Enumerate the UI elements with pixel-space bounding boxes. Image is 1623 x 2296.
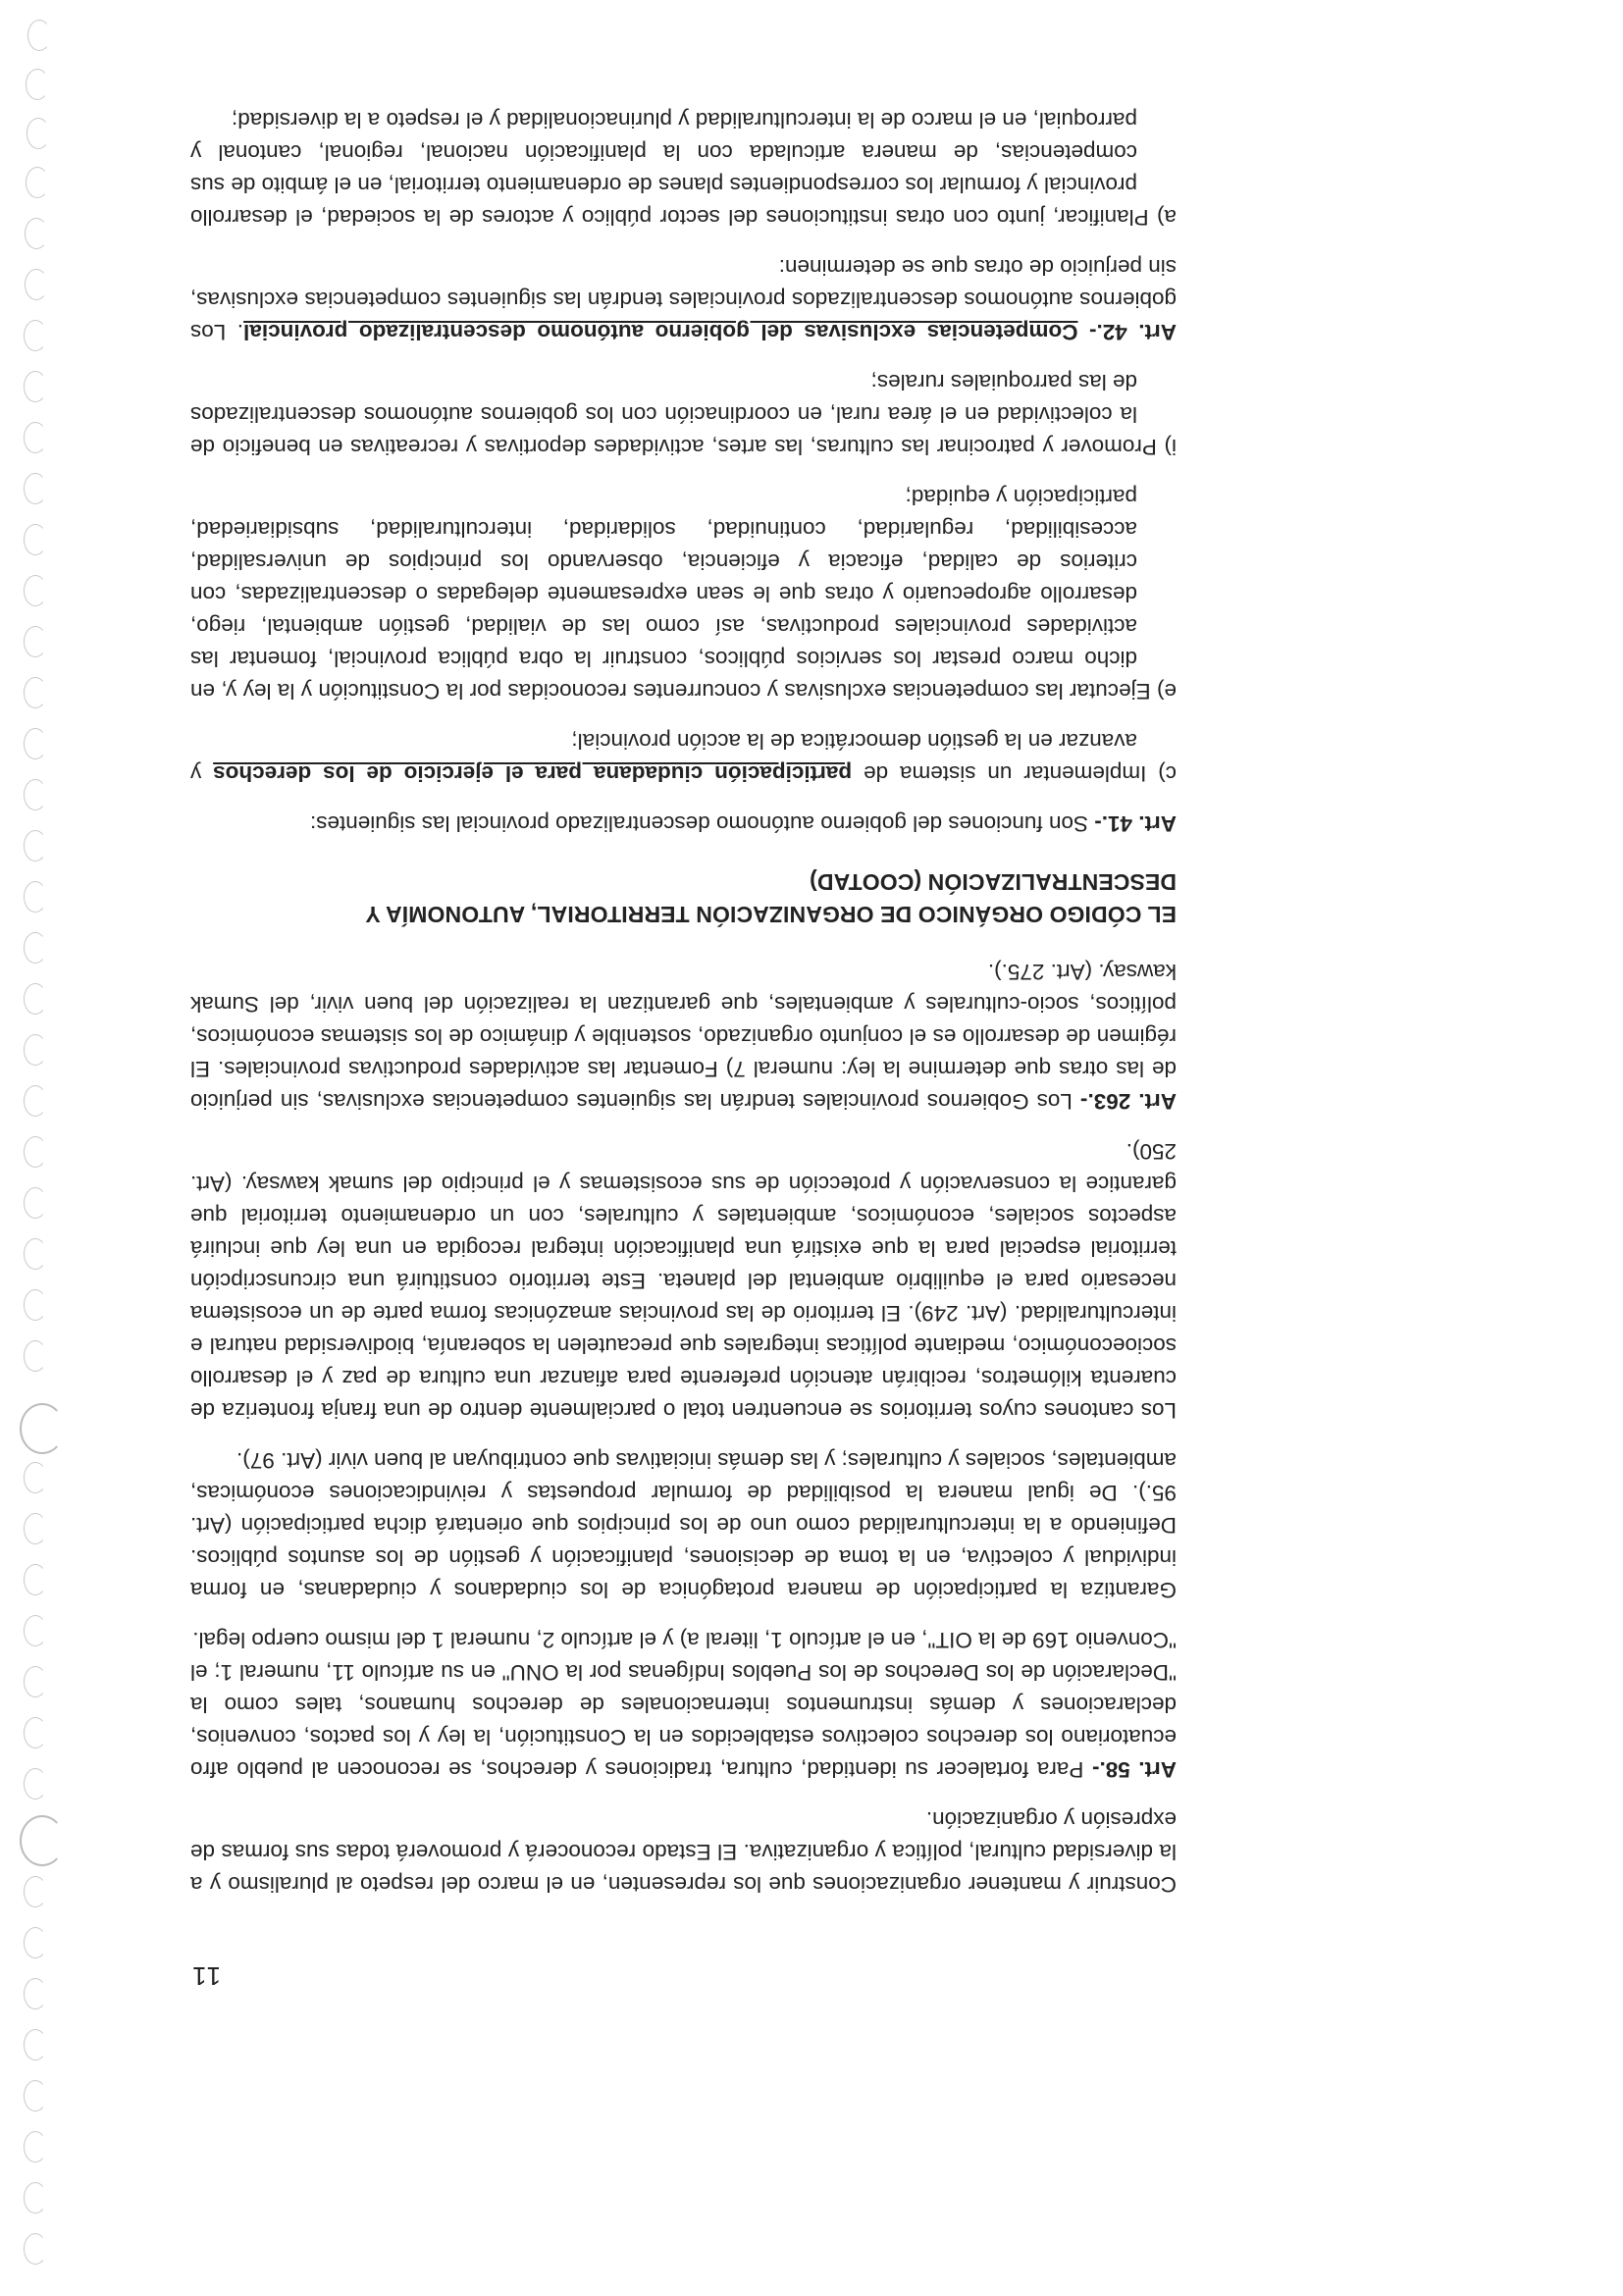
paragraph-art58 [190,1624,1177,1786]
page-number: 11 [190,1961,221,1991]
list-item-c [190,725,1177,790]
underlined-text: participación ciudadana para el ejercicio de los derechos [213,761,853,786]
document-body [190,86,1177,1992]
paragraph-art263 [190,956,1177,1118]
paragraph-organizaciones: Construir y mantener organizaciones que los representen, en el marco del respeto al pluralismo y a la diversidad cultural, política y organizativa. El Estado reconocerá y promoverá todas sus formas de expresión y organización. [190,1807,1177,1897]
list-item-e: e) Ejecutar las competencias exclusivas y concurrentes reconocidas por la Constitución y la ley y, en dicho marco prestar los servicios públicos, construir la obra pública provincial, fomentar las actividades provinciales productivas, así como las de vialidad, gestión ambiental, riego, desarrollo agropecuario y otras que le sean expresamente delegadas o descentralizadas, con criterios de calidad, eficacia y eficiencia, observando los principios de universalidad, accesibilidad, regularidad, continuidad, solidaridad, interculturalidad, subsidiariedad, participación y equidad; [190,485,1177,704]
article-label: Art. 41.- [1094,811,1177,836]
list-item-i: i) Promover y patrocinar las culturas, las artes, actividades deportivas y recreativas en beneficio de la colectividad en el área rural, en coordinación con los gobiernos autónomos descentralizados de las parroquiales rurales; [190,370,1177,459]
article-label: Art. 263.- [1079,1089,1177,1114]
item-text: c) Implementar un sistema de [852,761,1177,786]
paragraph-art42 [190,251,1177,348]
item-text: y avanzar en la gestión democrática de la acción provincial; [190,729,1137,786]
article-text: . Los gobiernos autónomos descentralizados provinciales tendrán las siguientes competencias exclusivas, sin perjuicio de otras que se determinen: [190,255,1177,344]
paragraph-cantones: Los cantones cuyos territorios se encuentren total o parcialmente dentro de una franja fronteriza de cuarenta kilómetros, recibirán atención preferente para afianzar una cultura de paz y el desarrollo socioeconómico, mediante políticas integrales que precautelen la soberanía, biodiversidad natural e interculturalidad. (Art. 249). El territorio de las provincias amazónicas forma parte de un ecosistema necesario para el equilibrio ambiental del planeta. Este territorio constituirá una circunscripción territorial especial para la que existirá una planificación integral recogida en una ley que incluirá aspectos sociales, económicos, ambientales y culturales, con un ordenamiento territorial que garantice la conservación y protección de sus ecosistemas y el principio del sumak kawsay. (Art. 250). [190,1139,1177,1423]
section-heading: EL CÓDIGO ORGÁNICO DE ORGANIZACIÓN TERRITORIAL, AUTONOMÍA Y DESCENTRALIZACIÓN (COOTAD) [365,869,1177,927]
paragraph-garantiza: Garantiza la participación de manera protagónica de los ciudadanos y ciudadanas, en forma individual y colectiva, en la toma de decisiones, planificación y gestión de los asuntos públicos. Definiendo a la interculturalidad como uno de los principios que orientará dicha participación (Art. 95.). De igual manera la posibilidad de formular propuestas y reivindicaciones económicas, ambientales, sociales y culturales; y las demás iniciativas que contribuyan al buen vivir (Art. 97). [190,1448,1177,1602]
paragraph-art41 [190,808,1177,840]
article-text: Para fortalecer su identidad, cultura, tradiciones y derechos, se reconocen al pueblo afro ecuatoriano los derechos colectivos establecidos en la Constitución, la ley y los pactos, convenios, declaraciones y demás instrumentos internacionales de derechos humanos, tales como la "Declaración de los Derechos de los Pueblos Indígenas por la ONU" en su artículo 11, numeral 1; el "Convenio 169 de la OIT", en el artículo 1, literal a) y el artículo 2, numeral 1 del mismo cuerpo legal. [190,1628,1177,1782]
underlined-text: Competencias exclusivas del gobierno autónomo descentralizado provincial [243,320,1078,344]
article-text: Los Gobiernos provinciales tendrán las siguientes competencias exclusivas, sin perjuicio de las otras que determine la ley: numeral 7) Fomentar las actividades productivas provinciales. El régimen de desarrollo es el conjunto organizado, sostenible y dinámico de los sistemas económicos, políticos, socio-culturales y ambientales, que garantizan la realización del buen vivir, del Sumak kawsay. (Art. 275.). [190,960,1177,1114]
article-text: Son funciones del gobierno autónomo descentralizado provincial las siguientes: [309,811,1095,836]
article-label: Art. 58.- [1091,1757,1177,1782]
article-label: Art. 42.- [1088,320,1177,344]
list-item-a: a) Planificar, junto con otras instituciones del sector público y actores de la sociedad, el desarrollo provincial y formular los correspondientes planes de ordenamiento territorial, en el ámbito de sus competencias, de manera articulada con la planificación nacional, regional, cantonal y parroquial, en el marco de la interculturalidad y plurinacionalidad y el respeto a la diversidad; [190,108,1177,230]
